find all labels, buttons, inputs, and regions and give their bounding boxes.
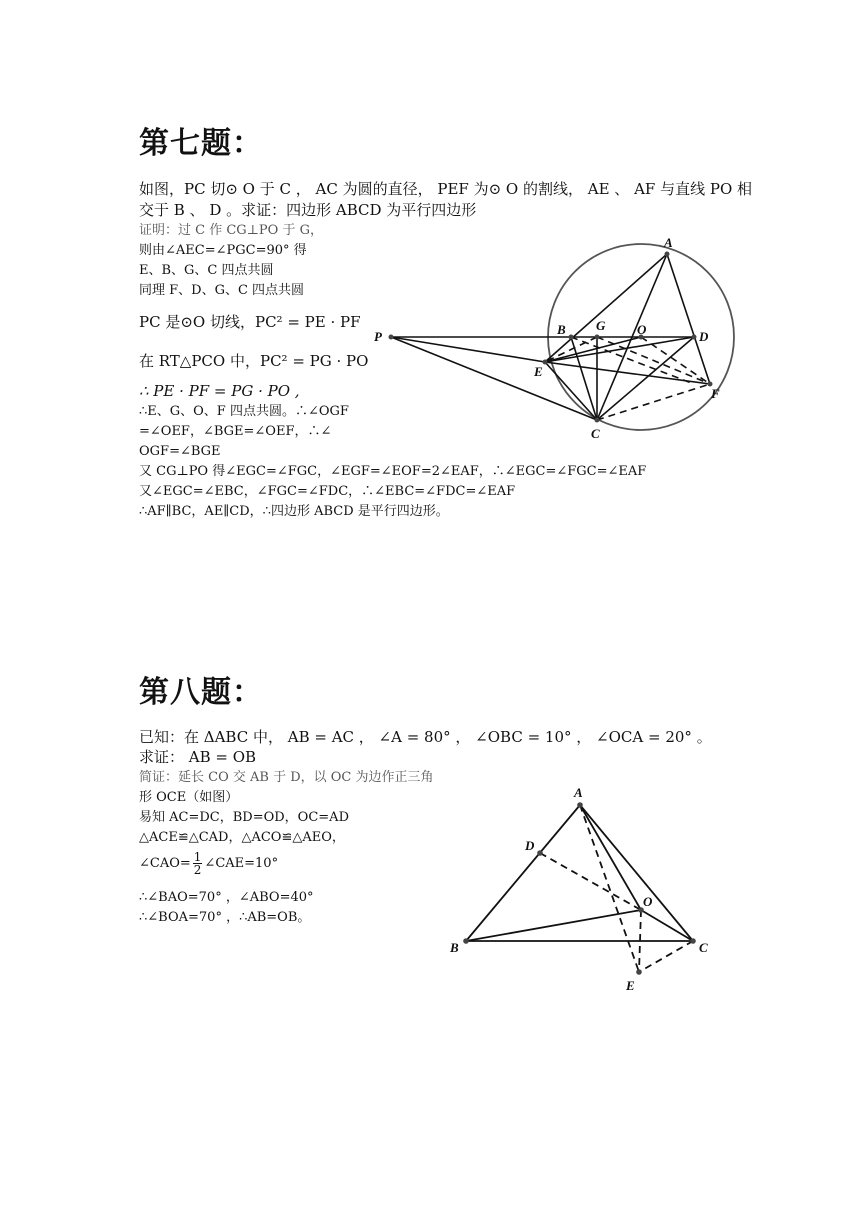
problem8-proof-line5-a: ∠CAO= [139, 856, 191, 871]
label-b: B [557, 322, 566, 337]
problem7-proof-line8: ∴E、G、O、F 四点共圆。∴∠OGF [139, 404, 349, 419]
problem7-proof-line10: OGF=∠BGE [139, 444, 221, 459]
problem7-proof-line1: 证明：过 C 作 CG⊥PO 于 G， [139, 223, 323, 238]
dash-ae [580, 805, 639, 972]
label-g: G [596, 318, 606, 333]
line-ab [466, 805, 580, 941]
label-o: O [637, 322, 647, 337]
problem8-proof-line5-b: ∠CAE=10° [204, 856, 279, 871]
problem8-proof-line1: 简证：延长 CO 交 AB 于 D，以 OC 为边作正三角 [139, 770, 434, 785]
problem7-proof-line5: PC 是⊙O 切线，PC² = PE · PF [139, 313, 361, 331]
problem8-given: 已知：在 ΔABC 中， AB = AC ， ∠A = 80° ， ∠OBC = 10° ， ∠OCA = 20° 。 [139, 728, 712, 746]
label-a: A [664, 235, 673, 250]
label-e: E [626, 978, 635, 993]
label-f: F [711, 386, 720, 401]
problem8-heading: 第八题： [139, 675, 263, 710]
line-bo [466, 910, 641, 941]
problem8-proof-line4: △ACE≌△CAD，△ACO≌△AEO， [139, 830, 345, 845]
fraction-numerator: 1 [193, 850, 202, 864]
label-o: O [643, 894, 653, 909]
problem8-proof-line7: ∴∠BOA=70° ，∴AB=OB。 [139, 910, 311, 925]
problem7-proof-line13: ∴AF∥BC，AE∥CD，∴四边形 ABCD 是平行四边形。 [139, 504, 449, 519]
point-b [463, 938, 469, 944]
point-e [636, 969, 642, 975]
problem8-proof-line3: 易知 AC=DC，BD=OD，OC=AD [139, 810, 349, 825]
label-b: B [450, 940, 459, 955]
problem7-proof-line3: E、B、G、C 四点共圆 [139, 263, 274, 278]
point-c [690, 938, 696, 944]
point-a [577, 802, 583, 808]
label-d: D [525, 838, 535, 853]
problem7-statement-line1: 如图，PC 切⊙ O 于 C ， AC 为圆的直径， PEF 为⊙ O 的割线， AE 、 AF 与直线 PO 相 [139, 180, 753, 198]
label-p: P [374, 329, 382, 344]
label-d: D [699, 329, 709, 344]
point-d [537, 850, 543, 856]
fraction-denominator: 2 [193, 863, 202, 877]
label-c: C [699, 940, 708, 955]
problem7-proof-line12: 又∠EGC=∠EBC，∠FGC=∠FDC，∴∠EBC=∠FDC=∠EAF [139, 484, 516, 499]
problem7-proof-line7: ∴ PE · PF = PG · PO , [139, 382, 300, 400]
problem7-proof-line4: 同理 F、D、G、C 四点共圆 [139, 283, 305, 298]
problem7-proof-line2: 则由∠AEC=∠PGC=90° 得 [139, 243, 307, 258]
problem7-proof-line6: 在 RT△PCO 中，PC² = PG · PO [139, 352, 369, 370]
problem8-proof-line2: 形 OCE（如图） [139, 790, 239, 805]
line-ao [580, 805, 641, 910]
problem7-proof-line11: 又 CG⊥PO 得∠EGC=∠FGC，∠EGF=∠EOF=2∠EAF，∴∠EGC=∠FGC=∠EAF [139, 464, 647, 479]
label-c: C [591, 426, 600, 441]
line-oc [641, 910, 693, 941]
problem8-proof-line6: ∴∠BAO=70° ，∠ABO=40° [139, 890, 314, 905]
problem7-proof-line9: =∠OEF，∠BGE=∠OEF，∴∠ [139, 424, 332, 439]
problem7-statement-line2: 交于 B 、 D 。求证：四边形 ABCD 为平行四边形 [139, 201, 477, 219]
problem7-heading: 第七题： [139, 126, 263, 161]
label-e: E [534, 364, 543, 379]
label-a: A [574, 785, 583, 800]
line-ac [580, 805, 693, 941]
problem8-prove: 求证： AB = OB [139, 748, 257, 766]
dash-ce [639, 941, 693, 972]
